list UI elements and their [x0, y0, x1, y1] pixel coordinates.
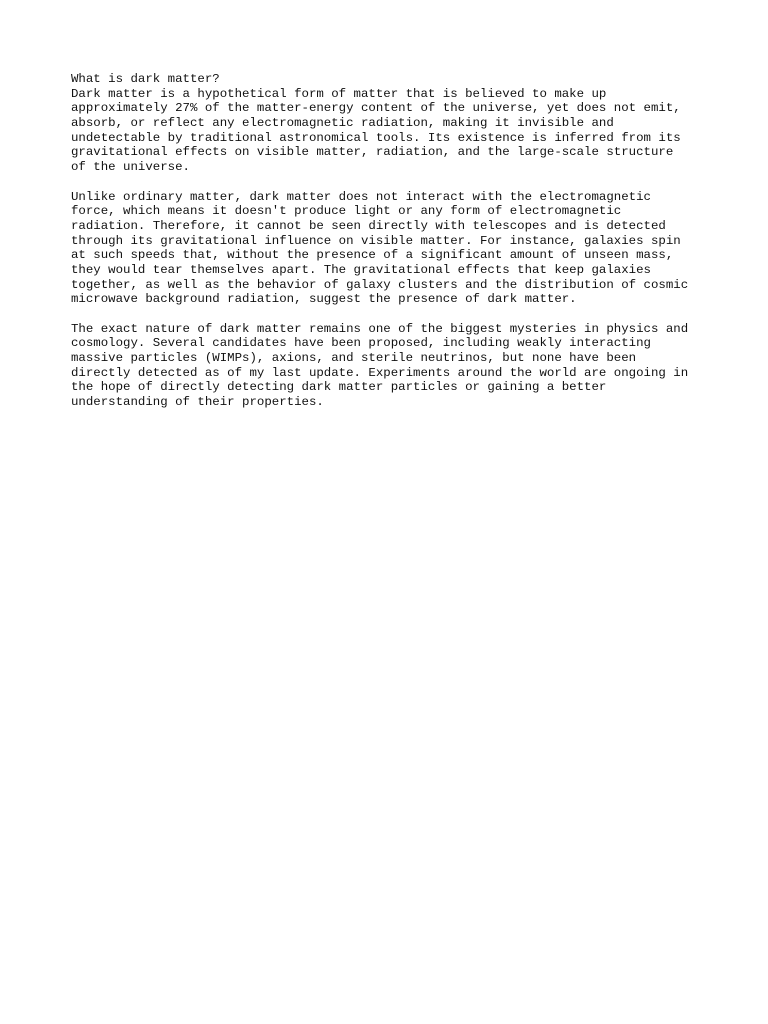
text-line: directly detected as of my last update. Experiments around the world are ongoing in: [71, 365, 689, 380]
text-line: Dark matter is a hypothetical form of matter that is believed to make up: [71, 86, 607, 101]
text-line: at such speeds that, without the presence of a significant amount of unseen mass,: [71, 248, 674, 263]
text-line: The exact nature of dark matter remains one of the biggest mysteries in physics and: [71, 321, 689, 336]
text-line: force, which means it doesn't produce light or any form of electromagnetic: [71, 204, 622, 219]
intro-paragraph: [71, 72, 711, 175]
text-line: the hope of directly detecting dark matter particles or gaining a better: [71, 380, 607, 395]
second-paragraph: [71, 190, 711, 308]
text-line: together, as well as the behavior of galaxy clusters and the distribution of cosmic: [71, 277, 689, 292]
document-heading: What is dark matter?: [71, 72, 220, 86]
text-line: microwave background radiation, suggest the presence of dark matter.: [71, 292, 577, 307]
text-line: of the universe.: [71, 160, 190, 175]
text-line: through its gravitational influence on visible matter. For instance, galaxies spin: [71, 233, 681, 248]
text-line: Unlike ordinary matter, dark matter does not interact with the electromagnetic: [71, 189, 651, 204]
text-line: massive particles (WIMPs), axions, and sterile neutrinos, but none have been: [71, 351, 637, 366]
text-line: undetectable by traditional astronomical tools. Its existence is inferred from its: [71, 130, 681, 145]
document-body: [71, 72, 711, 410]
text-line: understanding of their properties.: [71, 395, 324, 410]
text-line: cosmology. Several candidates have been proposed, including weakly interacting: [71, 336, 651, 351]
text-line: approximately 27% of the matter-energy content of the universe, yet does not emit,: [71, 101, 681, 116]
text-line: radiation. Therefore, it cannot be seen directly with telescopes and is detected: [71, 218, 666, 233]
text-line: they would tear themselves apart. The gravitational effects that keep galaxies: [71, 262, 651, 277]
text-line: absorb, or reflect any electromagnetic radiation, making it invisible and: [71, 116, 614, 131]
text-line: gravitational effects on visible matter, radiation, and the large-scale structure: [71, 145, 674, 160]
third-paragraph: [71, 322, 711, 410]
